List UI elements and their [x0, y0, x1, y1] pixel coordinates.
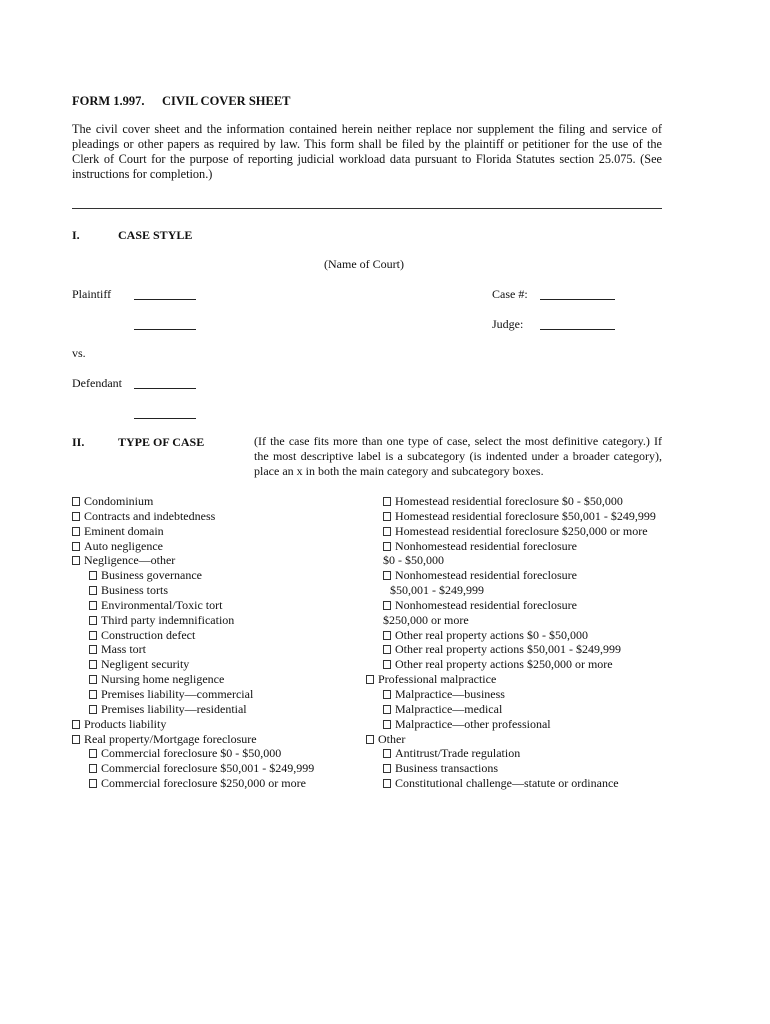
section-1-numeral: I. [72, 228, 80, 242]
case-type-label: Premises liability—commercial [101, 686, 254, 701]
case-type-label: Business torts [101, 583, 169, 598]
case-type-checkbox[interactable] [89, 749, 97, 758]
case-type-continuation [366, 583, 656, 598]
case-type-checkbox[interactable] [383, 764, 391, 773]
case-type-option [72, 509, 314, 524]
case-type-label: Nonhomestead residential foreclosure [395, 568, 577, 583]
case-type-checkbox[interactable] [89, 705, 97, 714]
case-type-option [366, 568, 656, 583]
case-type-checkbox[interactable] [383, 645, 391, 654]
case-type-option [72, 657, 314, 672]
case-type-checkbox[interactable] [89, 571, 97, 580]
case-type-option [366, 746, 656, 761]
judge-field[interactable] [540, 317, 615, 330]
case-type-continuation [366, 553, 656, 568]
case-type-option [72, 524, 314, 539]
form-title: CIVIL COVER SHEET [162, 94, 291, 108]
case-type-label: $0 - $50,000 [383, 553, 444, 568]
case-type-option [366, 494, 656, 509]
plaintiff-label: Plaintiff [72, 287, 112, 301]
case-type-label: Malpractice—business [395, 686, 505, 701]
case-type-label: Commercial foreclosure $50,001 - $249,999 [101, 761, 315, 776]
case-type-label: Real property/Mortgage foreclosure [84, 731, 257, 746]
case-type-option [72, 583, 314, 598]
case-type-checkbox[interactable] [72, 720, 80, 729]
case-type-checkbox[interactable] [89, 764, 97, 773]
case-type-option [72, 702, 314, 717]
case-type-checkbox[interactable] [89, 601, 97, 610]
case-type-option [366, 717, 656, 732]
case-type-checkbox[interactable] [89, 645, 97, 654]
case-type-label: Products liability [84, 716, 167, 731]
versus-label: vs. [72, 346, 86, 360]
case-type-option [72, 539, 314, 554]
case-type-option [366, 761, 656, 776]
case-type-option [366, 687, 656, 702]
case-type-label: Other [378, 731, 406, 746]
plaintiff-field-2[interactable] [134, 317, 196, 330]
case-type-option [366, 702, 656, 717]
case-type-checkbox[interactable] [383, 779, 391, 788]
case-type-option [72, 732, 314, 747]
case-type-option [366, 628, 656, 643]
case-type-checkbox[interactable] [89, 675, 97, 684]
case-type-checkbox[interactable] [366, 735, 374, 744]
type-of-case-instructions: (If the case fits more than one type of case, select the most definitive category.) If the most descriptive label is a subcategory (is indented under a broader category), place an x in both the main category and subcategory boxes. [254, 434, 662, 478]
case-type-label: Nonhomestead residential foreclosure [395, 538, 577, 553]
case-type-label: Nonhomestead residential foreclosure [395, 597, 577, 612]
case-type-checkbox[interactable] [383, 631, 391, 640]
divider [72, 208, 662, 209]
case-type-checkbox[interactable] [72, 556, 80, 565]
case-type-checkbox[interactable] [89, 690, 97, 699]
case-type-label: Negligent security [101, 657, 190, 672]
case-type-label: $50,001 - $249,999 [390, 583, 484, 598]
case-type-label: Third party indemnification [101, 612, 235, 627]
case-type-label: Antitrust/Trade regulation [395, 746, 521, 761]
case-type-checkbox[interactable] [383, 512, 391, 521]
case-type-continuation [366, 613, 656, 628]
case-type-option [366, 539, 656, 554]
case-type-option [72, 553, 314, 568]
case-type-checkbox[interactable] [383, 542, 391, 551]
case-type-label: Contracts and indebtedness [84, 508, 216, 523]
case-type-option [366, 732, 656, 747]
case-type-checkbox[interactable] [383, 527, 391, 536]
case-type-label: Other real property actions $50,001 - $249,999 [395, 642, 621, 657]
case-type-label: Auto negligence [84, 538, 163, 553]
case-type-option [72, 494, 314, 509]
case-type-label: Malpractice—other professional [395, 716, 551, 731]
case-type-option [366, 598, 656, 613]
case-type-label: Homestead residential foreclosure $250,000 or more [395, 523, 648, 538]
case-type-checkbox[interactable] [72, 735, 80, 744]
case-type-label: Eminent domain [84, 523, 164, 538]
case-type-label: Business transactions [395, 761, 498, 776]
case-type-checkbox[interactable] [383, 571, 391, 580]
case-type-list-right [366, 494, 656, 791]
defendant-field[interactable] [134, 376, 196, 389]
case-type-checkbox[interactable] [72, 542, 80, 551]
case-type-option [72, 761, 314, 776]
section-2-heading: TYPE OF CASE [118, 435, 205, 449]
case-type-label: Environmental/Toxic tort [101, 597, 223, 612]
case-type-checkbox[interactable] [89, 586, 97, 595]
case-type-checkbox[interactable] [383, 660, 391, 669]
case-type-label: Negligence—other [84, 553, 176, 568]
case-type-label: Mass tort [101, 642, 146, 657]
case-type-option [366, 672, 656, 687]
case-type-option [72, 776, 314, 791]
judge-label: Judge: [492, 317, 524, 331]
case-type-option [366, 776, 656, 791]
case-type-checkbox[interactable] [89, 631, 97, 640]
defendant-field-2[interactable] [134, 406, 196, 419]
case-type-checkbox[interactable] [89, 616, 97, 625]
case-type-option [72, 672, 314, 687]
case-type-label: Commercial foreclosure $250,000 or more [101, 776, 306, 791]
case-type-checkbox[interactable] [383, 690, 391, 699]
case-type-label: Commercial foreclosure $0 - $50,000 [101, 746, 282, 761]
case-number-field[interactable] [540, 287, 615, 300]
case-type-label: Malpractice—medical [395, 701, 503, 716]
case-type-option [72, 642, 314, 657]
section-2-numeral: II. [72, 435, 85, 449]
case-type-option [72, 746, 314, 761]
case-type-checkbox[interactable] [383, 720, 391, 729]
case-type-checkbox[interactable] [383, 601, 391, 610]
case-type-checkbox[interactable] [89, 660, 97, 669]
plaintiff-field[interactable] [134, 287, 196, 300]
case-type-label: Homestead residential foreclosure $50,001 - $249,999 [395, 508, 656, 523]
case-type-checkbox[interactable] [383, 497, 391, 506]
case-number-label: Case #: [492, 287, 528, 301]
case-type-checkbox[interactable] [383, 705, 391, 714]
case-type-label: Business governance [101, 568, 202, 583]
case-type-checkbox[interactable] [72, 527, 80, 536]
form-header [72, 94, 291, 109]
case-type-label: Homestead residential foreclosure $0 - $50,000 [395, 494, 623, 508]
case-type-option [72, 598, 314, 613]
case-type-checkbox[interactable] [383, 749, 391, 758]
section-1-heading: CASE STYLE [118, 228, 193, 242]
case-type-option [366, 524, 656, 539]
case-type-option [72, 717, 314, 732]
case-type-list-left [72, 494, 314, 791]
defendant-label: Defendant [72, 376, 122, 390]
intro-paragraph: The civil cover sheet and the information contained herein neither replace nor supplement the filing and service of pleadings or other papers as required by law. This form shall be filed by the plaintiff or petitioner for the use of the Clerk of Court for the purpose of reporting judicial workload data pursuant to Florida Statutes section 25.075. (See instructions for completion.) [72, 122, 662, 181]
court-name-label: (Name of Court) [324, 257, 404, 271]
case-type-option [366, 509, 656, 524]
case-type-option [366, 642, 656, 657]
case-type-label: Construction defect [101, 627, 196, 642]
case-type-option [72, 613, 314, 628]
case-type-label: Premises liability—residential [101, 701, 247, 716]
case-type-checkbox[interactable] [72, 512, 80, 521]
case-type-label: Constitutional challenge—statute or ordinance [395, 776, 619, 791]
case-type-label: Other real property actions $0 - $50,000 [395, 627, 588, 642]
case-type-option [72, 568, 314, 583]
case-type-label: Professional malpractice [378, 672, 497, 687]
case-type-checkbox[interactable] [366, 675, 374, 684]
form-number: FORM 1.997. [72, 94, 145, 108]
case-type-option [72, 628, 314, 643]
case-type-option [366, 657, 656, 672]
case-type-checkbox[interactable] [89, 779, 97, 788]
case-type-label: Nursing home negligence [101, 672, 225, 687]
case-type-label: $250,000 or more [383, 612, 469, 627]
case-type-label: Other real property actions $250,000 or more [395, 657, 613, 672]
case-type-checkbox[interactable] [72, 497, 80, 506]
case-type-option [72, 687, 314, 702]
case-type-label: Condominium [84, 494, 154, 508]
